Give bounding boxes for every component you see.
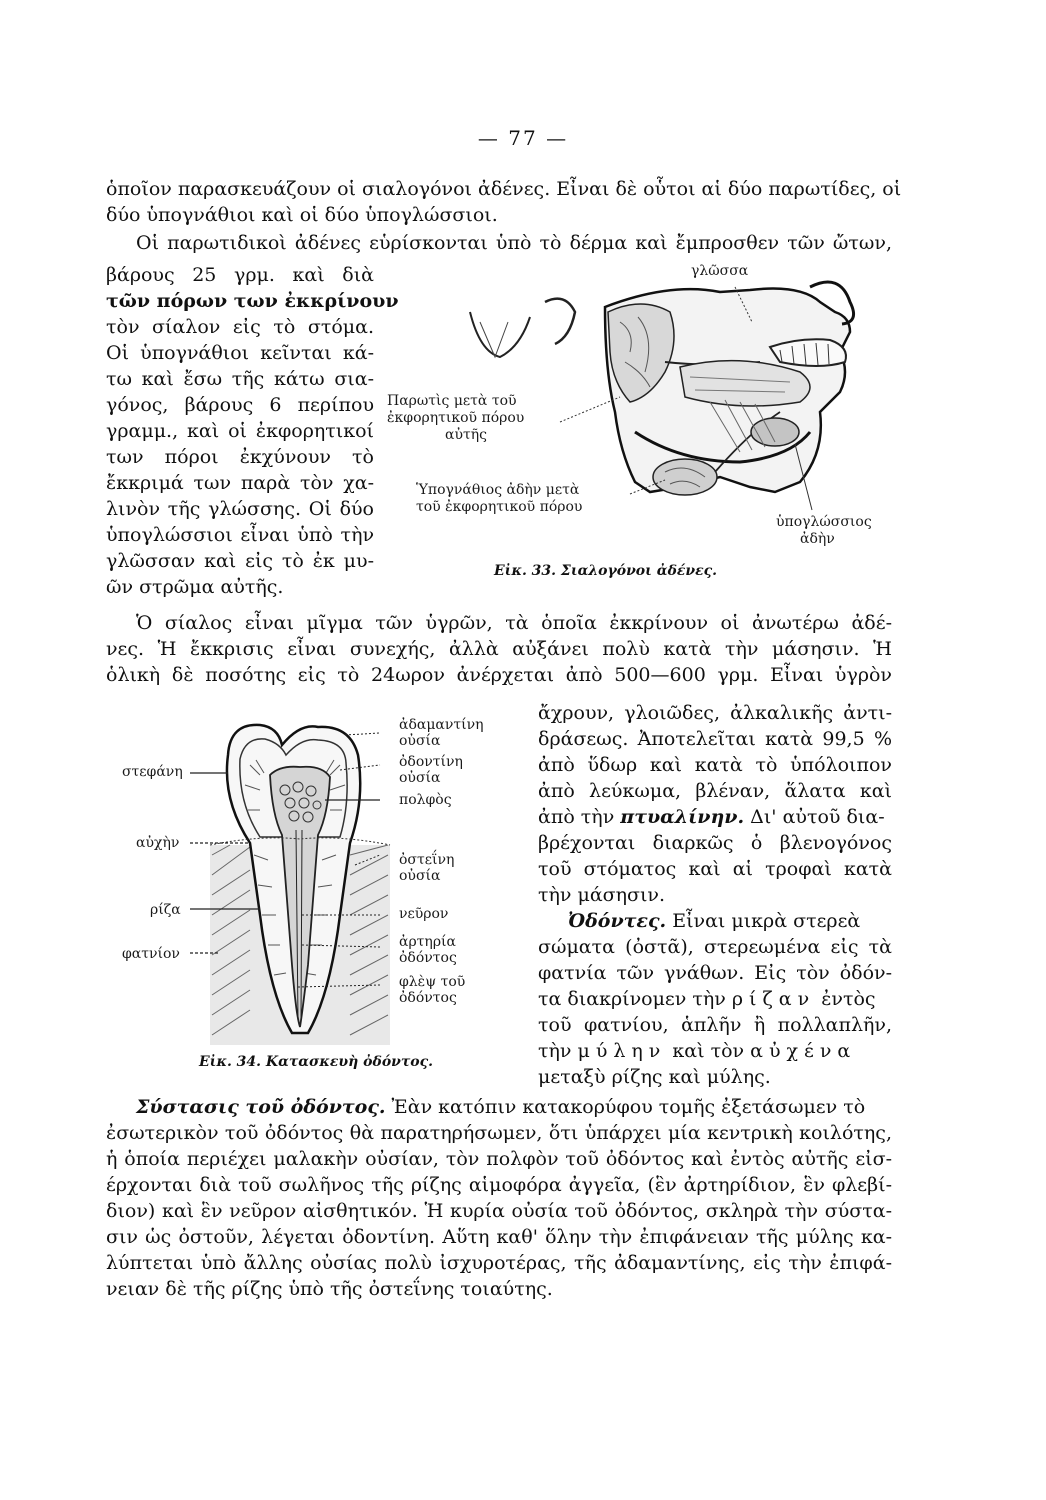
right-col-line: τὴν μάσησιν. <box>538 884 666 906</box>
right-col-line-crown-neck: τὴν μύλην καὶ τὸν αὐχένα <box>538 1040 857 1062</box>
term-ptyalin: πτυαλίνην. <box>620 806 745 828</box>
right-col-line: ἀπὸ λεύκωμα, βλέναν, ἅλατα καὶ <box>538 780 892 802</box>
fig34-label-enamel-1: ἀδαμαντίνη <box>399 717 484 733</box>
fig33-label-sublingual-2: ἀδὴν <box>800 531 835 547</box>
saliva-line-2: νες. Ἡ ἔκκρισις εἶναι συνεχής, ἀλλὰ αὐξάνει πολὺ κατὰ τὴν μάσησιν. Ἡ <box>106 638 892 660</box>
fig33-label-parotid-1: Παρωτὶς μετὰ τοῦ <box>387 393 517 409</box>
right-col-line: σώματα (ὀστᾶ), στερεωμένα εἰς τὰ <box>538 936 892 958</box>
fig34-label-artery-2: ὀδόντος <box>399 950 457 966</box>
composition-line-first: Σύστασις τοῦ ὀδόντος. Ἐὰν κατόπιν κατακορύφου τομῆς ἐξετάσωμεν τὸ <box>136 1096 866 1118</box>
fig34-caption: Εἰκ. 34. Κατασκευὴ ὀδόντος. <box>199 1054 434 1070</box>
left-col-line: τω καὶ ἔσω τῆς κάτω σια- <box>106 368 374 390</box>
saliva-line-1: Ὁ σίαλος εἶναι μῖγμα τῶν ὑγρῶν, τὰ ὁποῖα ἐκκρίνουν οἱ ἀνωτέρω ἀδέ- <box>136 612 892 634</box>
right-col-line: ἀπὸ ὕδωρ καὶ κατὰ τὸ ὑπόλοιπον <box>538 754 892 776</box>
term-root: ρίζαν <box>731 988 816 1010</box>
composition-line: νειαν δὲ τῆς ρίζης ὑπὸ τῆς ὀστεΐνης τοιαύτης. <box>106 1278 553 1300</box>
left-col-line: των πόροι ἐκχύνουν τὸ <box>106 446 374 468</box>
fig34-label-root: ρίζα <box>150 902 181 918</box>
left-col-line: ῶν στρῶμα αὐτῆς. <box>106 576 284 598</box>
fig33-label-submandibular-2: τοῦ ἐκφορητικοῦ πόρου <box>416 499 583 515</box>
right-col-line: δράσεως. Ἀποτελεῖται κατὰ 99,5 % <box>538 728 892 750</box>
composition-line: λύπτεται ὑπὸ ἄλλης οὐσίας πολὺ ἰσχυροτέρας, τῆς ἀδαμαντίνης, εἰς τὴν ἐπιφά- <box>106 1252 892 1274</box>
fig34-label-neck: αὐχὴν <box>136 835 180 851</box>
fig34-label-socket: φατνίον <box>122 946 180 962</box>
composition-line: διον) καὶ ἓν νεῦρον αἰσθητικόν. Ἡ κυρία οὐσία τοῦ ὀδόντος, σκληρὰ τὴν σύστα- <box>106 1200 892 1222</box>
right-col-line: τοῦ στόματος καὶ αἱ τροφαὶ κατὰ <box>538 858 892 880</box>
left-col-line: βάρους 25 γρμ. καὶ διὰ <box>106 264 374 286</box>
fig33-caption: Εἰκ. 33. Σιαλογόνοι ἀδένες. <box>494 563 718 579</box>
page-number: — 77 — <box>477 126 569 150</box>
composition-line: σιν ὡς ὀστοῦν, λέγεται ὀδοντίνη. Αὕτη καθ' ὅλην τὴν ἐπιφάνειαν τῆς μύλης κα- <box>106 1226 892 1248</box>
fig33-label-submandibular-1: Ὑπογνάθιος ἀδὴν μετὰ <box>416 482 580 498</box>
left-col-line: τὸν σίαλον εἰς τὸ στόμα. <box>106 316 374 338</box>
left-col-line: γλῶσσαν καὶ εἰς τὸ ἐκ μυ- <box>106 550 374 572</box>
ear-outline <box>470 312 530 357</box>
fig33-label-tongue: γλῶσσα <box>691 263 749 279</box>
fig33-label-sublingual-1: ὑπογλώσσιος <box>776 514 872 530</box>
left-col-line: ὑπογλώσσιοι εἶναι ὑπὸ τὴν <box>106 524 374 546</box>
right-col-line: μεταξὺ ρίζης καὶ μύλης. <box>538 1066 771 1088</box>
right-col-line: ἄχρουν, γλοιῶδες, ἀλκαλικῆς ἀντι- <box>538 702 892 724</box>
tooth-section-figure <box>190 715 410 1050</box>
left-col-line: ἔκκριμά των παρὰ τὸν χα- <box>106 472 374 494</box>
right-col-line: φατνία τῶν γνάθων. Εἰς τὸν ὀδόν- <box>538 962 892 984</box>
intro-line-2: δύο ὑπογνάθιοι καὶ οἱ δύο ὑπογλώσσιοι. <box>106 204 498 226</box>
left-col-line: τῶν πόρων των ἐκκρίνουν <box>106 290 399 312</box>
teeth-row <box>770 339 846 366</box>
fig34-label-artery-1: ἀρτηρία <box>399 934 456 950</box>
term-crown: μύλην <box>577 1040 667 1062</box>
composition-line: έρχονται διὰ τοῦ σωλῆνος τῆς ρίζης αἱμοφόρα ἀγγεῖα, (ἓν ἀρτηρίδιον, ἓν φλεβί- <box>106 1174 892 1196</box>
fig34-label-enamel-2: οὐσία <box>399 733 441 749</box>
fig34-label-dentine-1: ὀδοντίνη <box>399 754 463 770</box>
fig34-label-nerve: νεῦρον <box>399 906 449 922</box>
left-col-line: γραμμ., καὶ οἱ ἐκφορητικοί <box>106 420 374 442</box>
intro-line-1: ὁποῖον παρασκευάζουν οἱ σιαλογόνοι ἀδένες. Εἶναι δὲ οὗτοι αἱ δύο παρωτίδες, οἱ <box>106 178 902 200</box>
composition-line: ἡ ὁποία περιέχει μαλακὴν οὐσίαν, τὸν πολφὸν τοῦ ὀδόντος καὶ ἐντὸς αὐτῆς εἰσ- <box>106 1148 892 1170</box>
fig34-label-dentine-2: οὐσία <box>399 770 441 786</box>
heading-teeth: Ὀδόντες. <box>568 910 667 932</box>
left-col-line: γόνος, βάρους 6 περίπου <box>106 394 374 416</box>
heading-composition: Σύστασις τοῦ ὀδόντος. <box>136 1096 386 1118</box>
fig34-label-cement-1: ὀστεΐνη <box>399 852 455 868</box>
left-col-line: Οἱ ὑπογνάθιοι κεῖνται κά- <box>106 342 374 364</box>
intro-line-3: Οἱ παρωτιδικοὶ ἀδένες εὑρίσκονται ὑπὸ τὸ δέρμα καὶ ἔμπροσθεν τῶν ὤτων, <box>136 232 892 254</box>
saliva-line-3: ὁλικὴ δὲ ποσότης εἰς τὸ 24ωρον ἀνέρχεται ἀπὸ 500—600 γρμ. Εἶναι ὑγρὸν <box>106 664 892 686</box>
fig33-label-parotid-2: ἐκφορητικοῦ πόρου <box>387 410 525 426</box>
fig34-label-cement-2: οὐσία <box>399 868 441 884</box>
composition-line: ἐσωτερικὸν τοῦ ὀδόντος θὰ παρατηρήσωμεν, ὅτι ὑπάρχει μία κεντρικὴ κοιλότης, <box>106 1122 892 1144</box>
fig34-label-pulp: πολφὸς <box>399 792 452 808</box>
right-col-line-root: τα διακρίνομεν τὴν ρίζαν ἐντὸς <box>538 988 876 1010</box>
fig34-label-vein-1: φλὲψ τοῦ <box>399 974 466 990</box>
term-neck: αὐχένα <box>750 1040 857 1062</box>
fig33-label-parotid-3: αὐτῆς <box>445 427 487 443</box>
right-col-line-teeth-heading: Ὀδόντες. Εἶναι μικρὰ στερεὰ <box>568 910 861 932</box>
left-col-line: λινὸν τῆς γλώσσης. Οἱ δύο <box>106 498 374 520</box>
fig34-label-vein-2: ὀδόντος <box>399 990 457 1006</box>
right-col-line-ptyalin: ἀπὸ τὴν πτυαλίνην. Δι' αὐτοῦ δια- <box>538 806 885 828</box>
right-col-line: βρέχονται διαρκῶς ὁ βλενογόνος <box>538 832 892 854</box>
submandibular-gland <box>653 459 717 495</box>
fig34-label-crown: στεφάνη <box>122 764 183 780</box>
right-col-line: τοῦ φατνίου, ἁπλῆν ἢ πολλαπλῆν, <box>538 1014 892 1036</box>
